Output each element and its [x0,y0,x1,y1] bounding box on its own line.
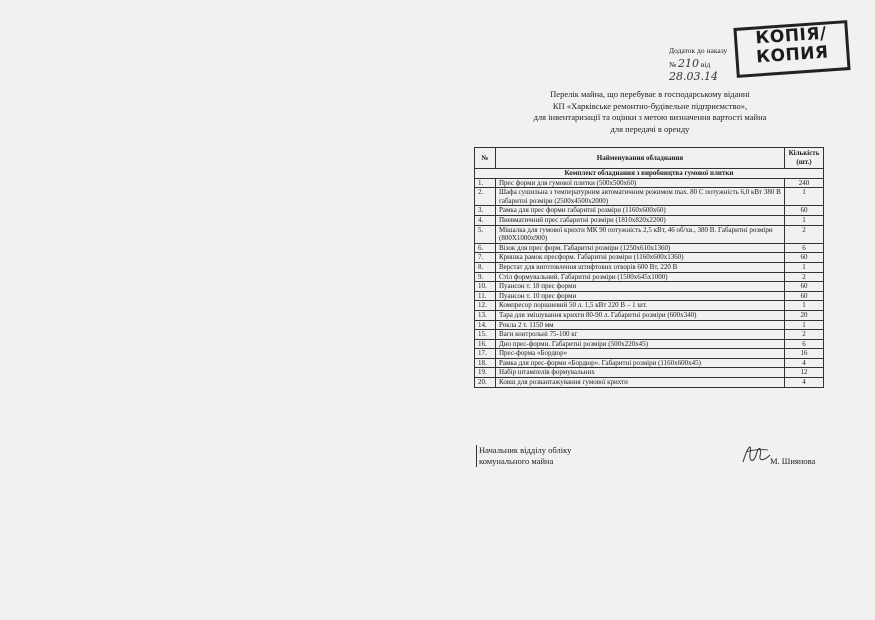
header-number: № [475,148,496,169]
table-row [475,206,824,216]
row-quantity: 12 [785,368,824,378]
row-quantity: 6 [785,243,824,253]
section-row [475,169,824,179]
row-quantity: 1 [785,320,824,330]
row-quantity: 1 [785,215,824,225]
table-row [475,320,824,330]
row-quantity: 4 [785,358,824,368]
row-number: 17. [475,349,496,359]
heading-line-2: КП «Харківське ремонтно-будівельне підприємство», [552,100,748,111]
row-name: Пуансон т. 18 прес форми [496,282,785,292]
row-name: Набір штампелів формувальних [496,368,785,378]
table-row [475,243,824,253]
row-quantity: 2 [785,272,824,282]
row-quantity: 2 [785,330,824,340]
row-number: 15. [475,330,496,340]
order-date: 28.03.14 [669,70,718,83]
section-title: Комплект обладнання з виробництва гумової плитки [475,169,824,179]
row-quantity: 4 [785,378,824,388]
table-row [475,310,824,320]
equipment-table [474,147,824,388]
row-name: Рамка для прес-форми «Бордюр». Габаритні розміри (1160х600х45) [496,358,785,368]
table-row [475,349,824,359]
row-name: Стіл формувальний. Габаритні розміри (1500х645х1000) [496,272,785,282]
row-name: Дно прес-форми. Габаритні розміри (500х220х45) [496,339,785,349]
row-quantity: 60 [785,291,824,301]
row-name: Ваги контрольні 75-100 кг [496,330,785,340]
table-row [475,330,824,340]
row-name: Прес-форма «Бордюр» [496,349,785,359]
row-number: 18. [475,358,496,368]
row-name: Візок для прес форм. Габаритні розміри (1250х610х1360) [496,243,785,253]
table-row [475,291,824,301]
table-row [475,188,824,206]
heading-line-1: Перелік майна, що перебуває в господарському віданні [550,89,750,99]
order-number: 210 [678,57,700,70]
row-quantity: 60 [785,206,824,216]
row-number: 19. [475,368,496,378]
row-name: Рамка для прес форми габаритні розміри (1160х600х60) [496,206,785,216]
table-row [475,225,824,243]
header-name: Найменування обладнання [496,148,785,169]
row-name: Ковш для розвантажування гумової крихти [496,378,785,388]
row-number: 3. [475,206,496,216]
heading-line-4: для передачі в оренду [610,123,690,134]
row-quantity: 20 [785,310,824,320]
signature-block [476,445,571,467]
table-row [475,368,824,378]
table-row [475,301,824,311]
table-row [475,178,824,188]
table-row [475,262,824,272]
row-name: Кришка рамок пресформ. Габаритні розміри (1160х600х1360) [496,253,785,263]
number-prefix: № [669,60,677,69]
row-name: Шафа сушильна з температурним автоматичним режимом max. 80 С потужність 6,0 кВт 380 В габаритні розміри (2500х4500х2000) [496,188,785,206]
row-quantity: 2 [785,225,824,243]
signer-name: М. Шиянова [770,456,816,466]
table-row [475,378,824,388]
row-name: Пневматичний прес габаритні розміри (1810х820х2200) [496,215,785,225]
row-name: Верстат для виготовлення штифтових отворів 600 Вт, 220 В [496,262,785,272]
header-quantity: Кількість (шт.) [785,148,824,169]
row-number: 1. [475,178,496,188]
row-quantity: 1 [785,301,824,311]
row-name: Мішалка для гумової крихти МК 90 потужність 2,5 кВт, 46 об/хв., 380 В. Габаритні розміри (800Х1000х900) [496,225,785,243]
row-number: 2. [475,188,496,206]
row-quantity: 1 [785,188,824,206]
table-header-row [475,148,824,169]
position-line-2: комунального майна [479,456,554,466]
row-number: 4. [475,215,496,225]
stamp-line-2: КОПИЯ [755,42,830,68]
row-number: 12. [475,301,496,311]
addendum-number-line [669,57,739,83]
row-name: Компресор поршневий 50 л. 1,5 кВт 220 В – 1 шт. [496,301,785,311]
row-number: 11. [475,291,496,301]
handwritten-signature [740,440,772,468]
row-number: 16. [475,339,496,349]
row-quantity: 16 [785,349,824,359]
row-name: Пуансон т. 10 прес форми [496,291,785,301]
row-quantity: 6 [785,339,824,349]
row-number: 7. [475,253,496,263]
row-number: 14. [475,320,496,330]
row-number: 8. [475,262,496,272]
row-quantity: 1 [785,262,824,272]
row-quantity: 240 [785,178,824,188]
row-name: Рокла 2 т. 1150 мм [496,320,785,330]
addendum-label: Додаток до наказу [669,46,728,55]
row-number: 5. [475,225,496,243]
position-line-1: Начальник відділу обліку [479,445,572,455]
copy-stamp [733,20,850,78]
row-number: 13. [475,310,496,320]
row-quantity: 60 [785,282,824,292]
row-number: 10. [475,282,496,292]
table-row [475,272,824,282]
row-number: 20. [475,378,496,388]
row-number: 9. [475,272,496,282]
table-row [475,215,824,225]
date-prefix: від [700,60,711,69]
order-addendum [669,46,739,83]
heading-line-3: для інвентаризації та оцінки з метою визначення вартості майна [533,112,767,122]
table-row [475,358,824,368]
document-heading [470,89,830,135]
row-number: 6. [475,243,496,253]
row-name: Тара для змішування крихти 80-90 л. Габаритні розміри (600х340) [496,310,785,320]
row-name: Прес форми для гумової плитки (500х500х60) [496,178,785,188]
table-row [475,282,824,292]
table-row [475,339,824,349]
stamp-line-1: КОПІЯ/ [754,23,828,49]
row-quantity: 60 [785,253,824,263]
table-row [475,253,824,263]
